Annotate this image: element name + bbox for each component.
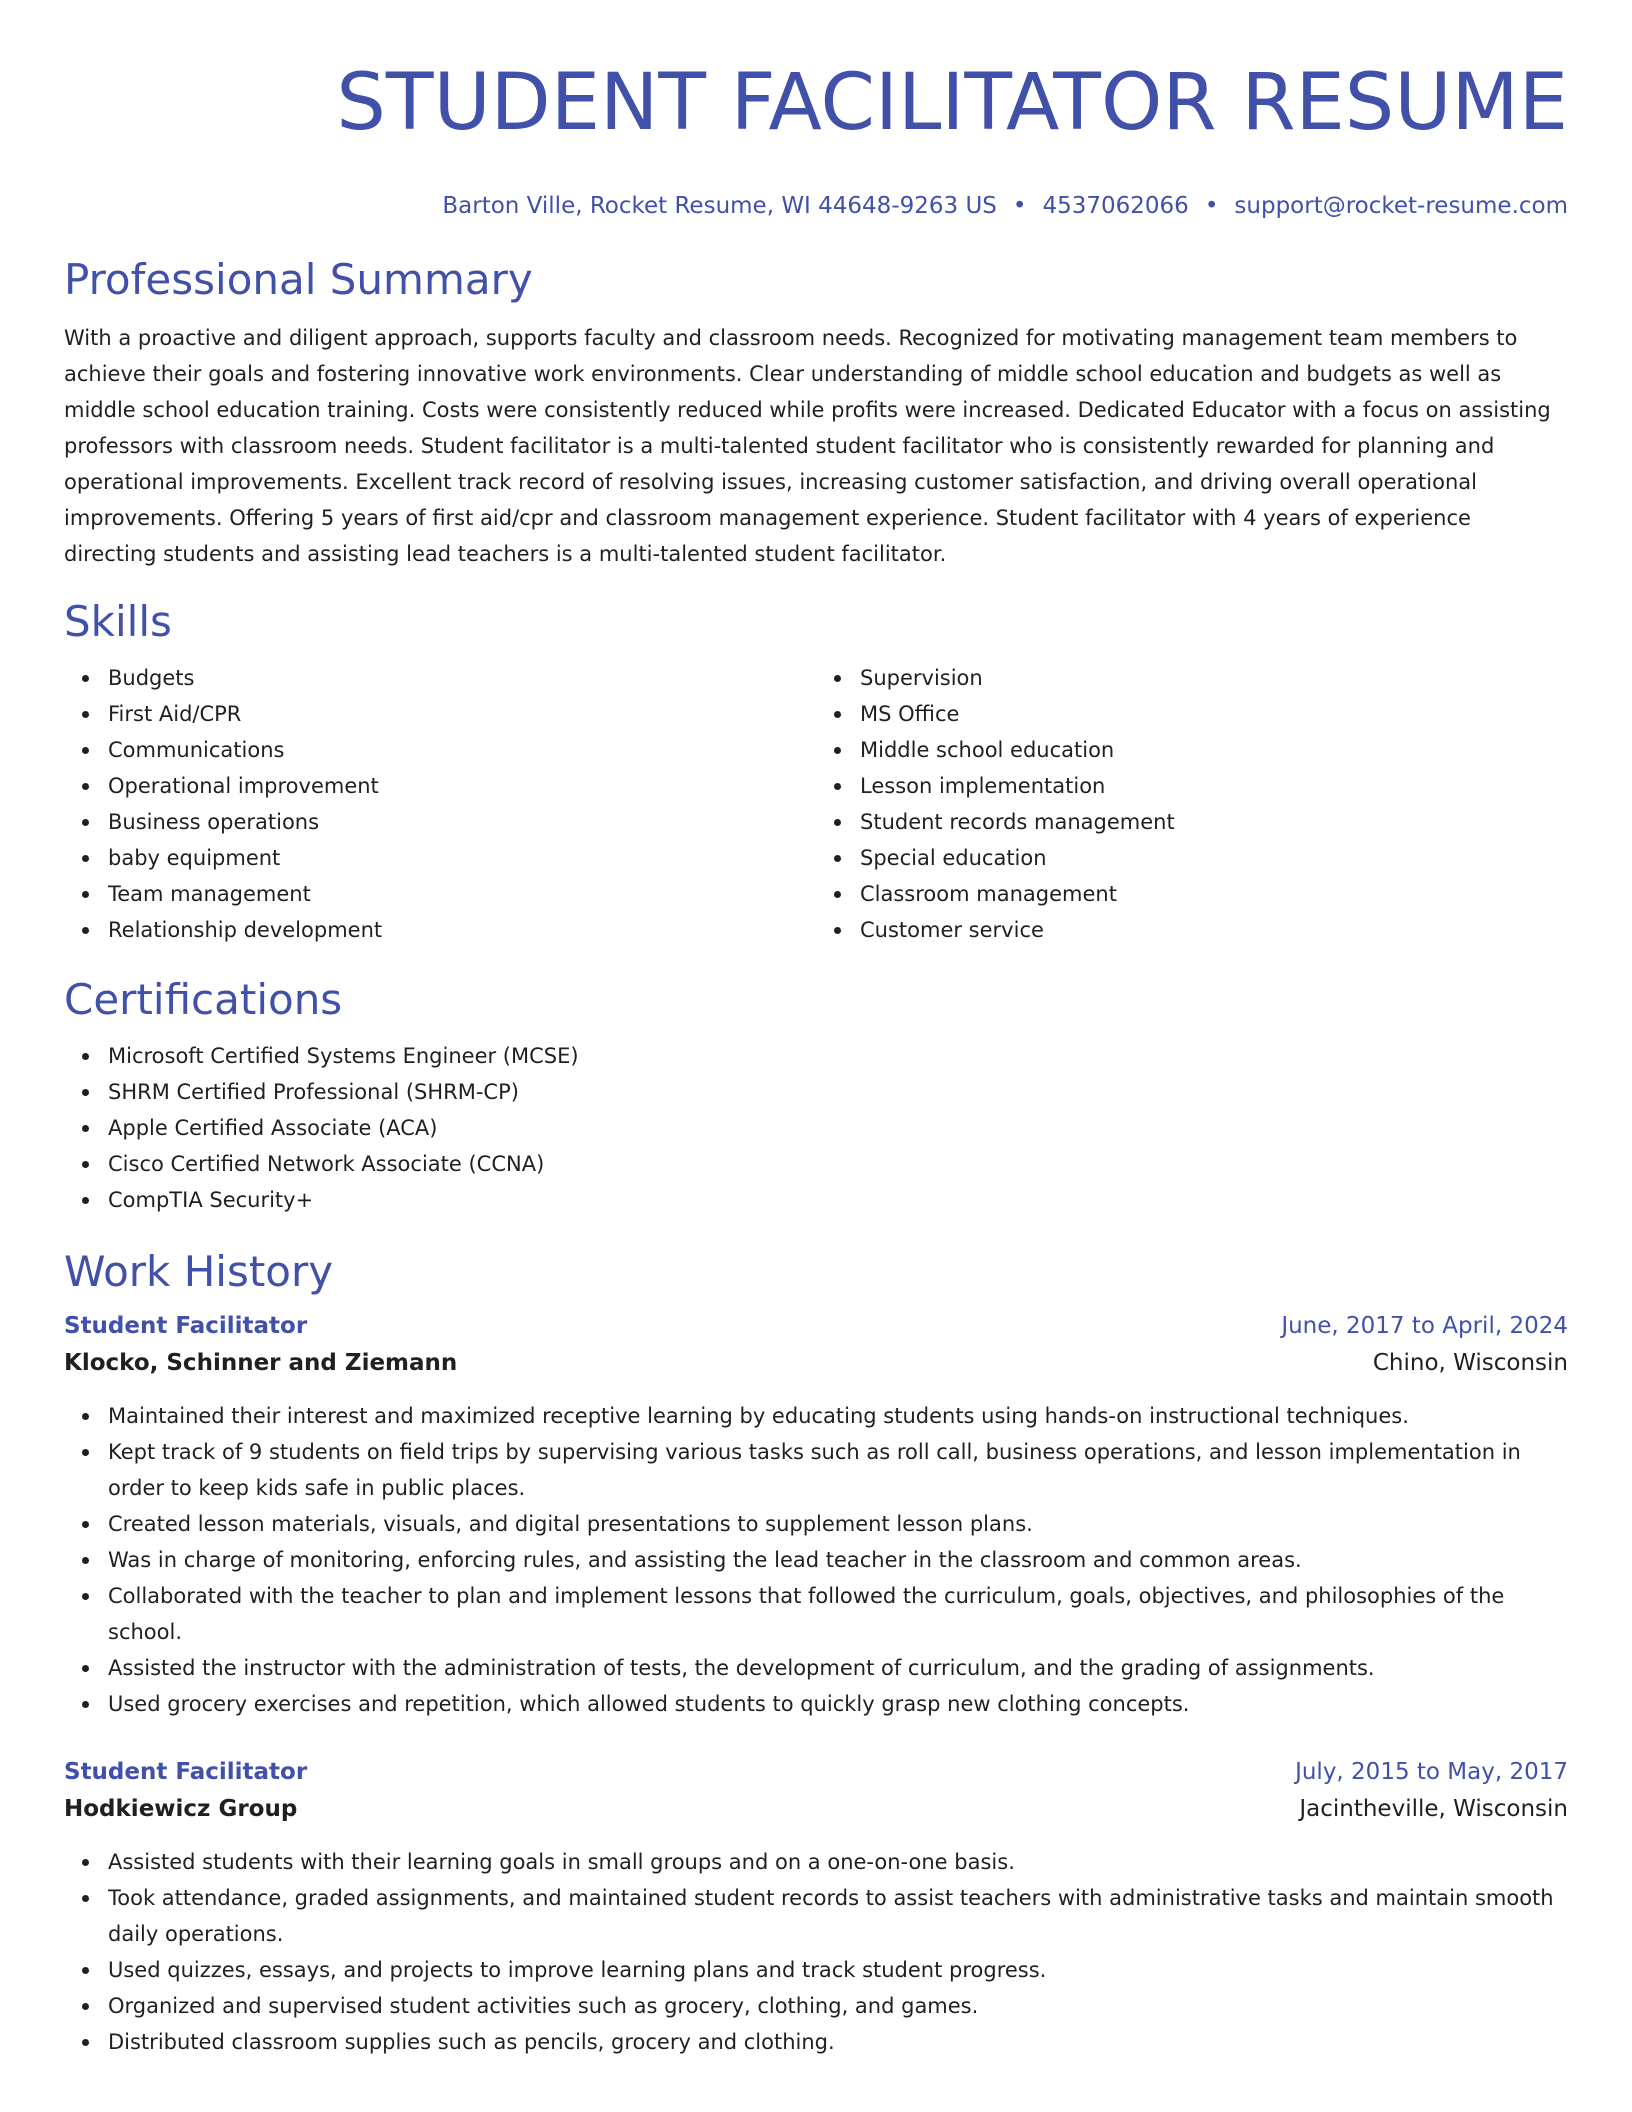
skill-item: Middle school education (860, 732, 1568, 768)
job-duties-list (64, 1844, 1568, 2060)
contact-address: Barton Ville, Rocket Resume, WI 44648-9263 US (442, 193, 997, 219)
skill-item: Communications (108, 732, 816, 768)
job-location: Chino, Wisconsin (1372, 1350, 1568, 1376)
job-dates: July, 2015 to May, 2017 (1295, 1759, 1568, 1785)
job-duty: Maintained their interest and maximized receptive learning by educating students using hands-on instructional techniques. (108, 1398, 1568, 1434)
job-company: Hodkiewicz Group (64, 1796, 298, 1822)
certification-item: Cisco Certified Network Associate (CCNA) (108, 1146, 1568, 1182)
skill-item: Customer service (860, 912, 1568, 948)
skill-item: Budgets (108, 660, 816, 696)
resume-page (64, 0, 1568, 2060)
skills-column-left (64, 660, 816, 948)
job-duty: Assisted students with their learning goals in small groups and on a one-on-one basis. (108, 1844, 1568, 1880)
contact-email: support@rocket-resume.com (1234, 193, 1568, 219)
certification-item: CompTIA Security+ (108, 1182, 1568, 1218)
skill-item: MS Office (860, 696, 1568, 732)
summary-text: With a proactive and diligent approach, supports faculty and classroom needs. Recognized for motivating management team members to achieve their goals and fostering innovative work environments. Clear understanding of middle school education and budgets as well as middle school education training. Costs were consistently reduced while profits were increased. Dedicated Educator with a focus on assisting professors with classroom needs. Student facilitator is a multi-talented student facilitator who is consistently rewarded for planning and operational improvements. Excellent track record of resolving issues, increasing customer satisfaction, and driving overall operational improvements. Offering 5 years of first aid/cpr and classroom management experience. Student facilitator with 4 years of experience directing students and assisting lead teachers is a multi-talented student facilitator. (64, 326, 1551, 566)
certifications-list (64, 1038, 1568, 1218)
job-duty: Used quizzes, essays, and projects to improve learning plans and track student progress. (108, 1952, 1568, 1988)
job-dates: June, 2017 to April, 2024 (1281, 1313, 1568, 1339)
skills-heading: Skills (64, 597, 172, 646)
resume-title: STUDENT FACILITATOR RESUME (336, 58, 1568, 148)
job-duty: Collaborated with the teacher to plan and implement lessons that followed the curriculum, goals, objectives, and philosophies of the school. (108, 1578, 1568, 1650)
job-location: Jacintheville, Wisconsin (1299, 1796, 1568, 1822)
certification-item: Apple Certified Associate (ACA) (108, 1110, 1568, 1146)
skills-column-right (816, 660, 1568, 948)
contact-separator: • (1012, 193, 1027, 219)
job-employer-row (64, 1344, 1568, 1382)
job-duties-list (64, 1398, 1568, 1722)
work-history-heading: Work History (64, 1247, 334, 1296)
skill-item: Lesson implementation (860, 768, 1568, 804)
job-duty: Used grocery exercises and repetition, which allowed students to quickly grasp new clothing concepts. (108, 1686, 1568, 1722)
skill-item: Supervision (860, 660, 1568, 696)
summary-heading: Professional Summary (64, 255, 533, 304)
job-duty: Assisted the instructor with the administration of tests, the development of curriculum, and the grading of assignments. (108, 1650, 1568, 1686)
skills-grid (64, 660, 1568, 948)
skill-item: Business operations (108, 804, 816, 840)
job-title: Student Facilitator (64, 1759, 308, 1785)
job-duty: Created lesson materials, visuals, and digital presentations to supplement lesson plans. (108, 1506, 1568, 1542)
skill-item: baby equipment (108, 840, 816, 876)
job-title: Student Facilitator (64, 1313, 308, 1339)
skill-item: Special education (860, 840, 1568, 876)
skill-item: Operational improvement (108, 768, 816, 804)
job-header-row (64, 1754, 1568, 1790)
skill-item: First Aid/CPR (108, 696, 816, 732)
contact-separator: • (1204, 193, 1219, 219)
skill-item: Student records management (860, 804, 1568, 840)
job-entry (64, 1308, 1568, 1722)
job-employer-row (64, 1790, 1568, 1828)
certification-item: SHRM Certified Professional (SHRM-CP) (108, 1074, 1568, 1110)
job-duty: Took attendance, graded assignments, and maintained student records to assist teachers with administrative tasks and maintain smooth daily operations. (108, 1880, 1568, 1952)
skill-item: Relationship development (108, 912, 816, 948)
skill-item: Classroom management (860, 876, 1568, 912)
contact-phone: 4537062066 (1042, 193, 1189, 219)
job-company: Klocko, Schinner and Ziemann (64, 1350, 458, 1376)
job-duty: Kept track of 9 students on field trips by supervising various tasks such as roll call, business operations, and lesson implementation in order to keep kids safe in public places. (108, 1434, 1568, 1506)
skill-item: Team management (108, 876, 816, 912)
contact-line (64, 190, 1568, 222)
job-header-row (64, 1308, 1568, 1344)
job-duty: Was in charge of monitoring, enforcing rules, and assisting the lead teacher in the classroom and common areas. (108, 1542, 1568, 1578)
job-duty: Organized and supervised student activities such as grocery, clothing, and games. (108, 1988, 1568, 2024)
job-entry (64, 1754, 1568, 2060)
certifications-heading: Certifications (64, 975, 343, 1024)
certification-item: Microsoft Certified Systems Engineer (MCSE) (108, 1038, 1568, 1074)
job-duty: Distributed classroom supplies such as pencils, grocery and clothing. (108, 2024, 1568, 2060)
